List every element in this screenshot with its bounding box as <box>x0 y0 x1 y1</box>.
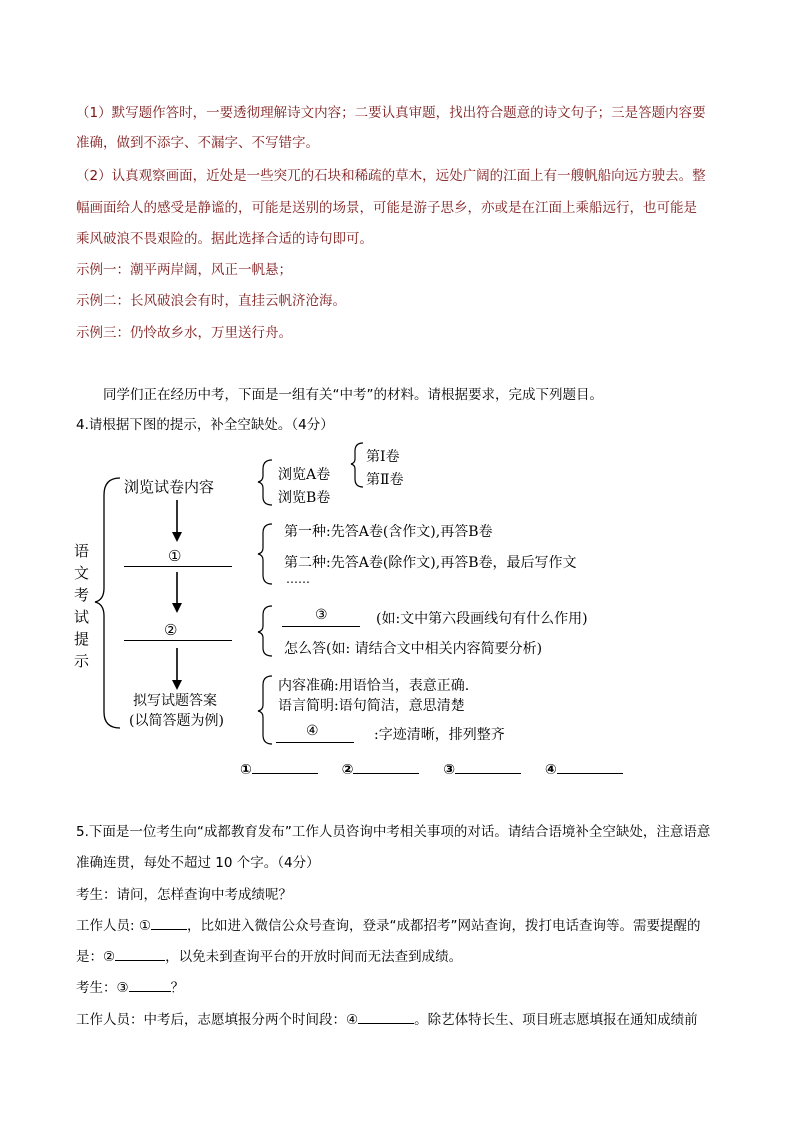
brace-volumes <box>351 443 363 487</box>
explanation-p1-line1: （1）默写题作答时，一要透彻理解诗文内容；二要认真审题，找出符合题意的诗文句子；三是答题内容要 <box>76 105 706 121</box>
q5-title-line1: 5.下面是一位考生向“成都教育发布”工作人员咨询中考相关事项的对话。请结合语境补全空缺处，注意语意 <box>76 824 711 840</box>
dialogue-4-end: ？ <box>170 980 185 996</box>
example-3: 示例三：仍怜故乡水，万里送行舟。 <box>76 325 292 341</box>
browse-a: 浏览A卷 <box>278 467 331 483</box>
example-2: 示例二：长风破浪会有时，直挂云帆济沧海。 <box>76 293 346 309</box>
answer-4-field[interactable] <box>557 759 623 774</box>
brace-question <box>258 606 272 656</box>
q4-answer-blanks <box>240 759 623 778</box>
dialogue-3-start: 是：② <box>76 949 116 965</box>
vertical-label-char: 示 <box>74 652 90 670</box>
requirement-1: 内容准确:用语恰当，表意正确. <box>278 678 470 694</box>
blank-3-marker: ③ <box>315 607 328 623</box>
blank-1-marker: ① <box>168 547 182 565</box>
step-browse: 浏览试卷内容 <box>124 478 215 496</box>
order-option-2: 第二种:先答A卷(除作文),再答B卷，最后写作文 <box>284 555 577 571</box>
main-brace <box>95 478 120 728</box>
dialogue-2 <box>76 914 700 934</box>
volume-2: 第Ⅱ卷 <box>366 472 404 488</box>
vertical-label-char: 语 <box>74 542 90 560</box>
brace-requirements <box>258 676 272 744</box>
vertical-label-char: 试 <box>74 608 90 626</box>
answer-4-label: ④ <box>544 762 557 778</box>
blank-3-line <box>282 626 360 627</box>
how-to-answer: 怎么答(如: 请结合文中相关内容简要分析) <box>284 641 543 657</box>
explanation-p1-line2: 准确，做到不添字、不漏字、不写错字。 <box>76 135 319 151</box>
dialogue-blank-4[interactable] <box>358 1011 414 1024</box>
step-write-answer: 拟写试题答案 <box>133 693 217 709</box>
answer-2-label: ② <box>341 762 354 778</box>
browse-b: 浏览B卷 <box>278 490 331 506</box>
volume-1: 第Ⅰ卷 <box>366 449 400 465</box>
dialogue-5 <box>76 1008 698 1028</box>
answer-3-field[interactable] <box>455 759 521 774</box>
order-ellipsis: …… <box>286 572 310 586</box>
dialogue-2-end: ，比如进入微信公众号查询，登录“成都招考”网站查询，拨打电话查询等。需要提醒的 <box>186 918 701 934</box>
blank-1-line <box>124 566 232 567</box>
blank-2-marker: ② <box>164 621 178 639</box>
intro-text: 同学们正在经历中考，下面是一组有关“中考”的材料。请根据要求，完成下列题目。 <box>103 387 603 403</box>
explanation-p2-line3: 乘风破浪不畏艰险的。据此选择合适的诗句即可。 <box>76 231 373 247</box>
blank-4-marker: ④ <box>306 723 319 739</box>
dialogue-3 <box>76 945 462 965</box>
vertical-label <box>74 540 89 672</box>
q4-title: 4.请根据下图的提示，补全空缺处。（4分） <box>76 417 334 433</box>
dialogue-5-start: 工作人员：中考后，志愿填报分两个时间段：④ <box>76 1012 359 1028</box>
dialogue-4 <box>76 976 184 996</box>
brace-order <box>258 524 272 584</box>
order-option-1: 第一种:先答A卷(含作文),再答B卷 <box>284 524 493 540</box>
dialogue-3-end: ，以免未到查询平台的开放时间而无法查到成绩。 <box>165 949 463 965</box>
example-1: 示例一：潮平两岸阔，风正一帆悬； <box>76 262 292 278</box>
blank-4-line <box>276 742 354 743</box>
answer-2-field[interactable] <box>353 759 419 774</box>
vertical-label-char: 提 <box>74 630 90 648</box>
explanation-p2-line1: （2）认真观察画面，近处是一些突兀的石块和稀疏的草木，远处广阔的江面上有一艘帆船向远方驶去。整 <box>76 168 706 184</box>
hint-3: (如:文中第六段画线句有什么作用) <box>376 611 588 627</box>
step-write-answer-note: (以简答题为例) <box>129 713 224 729</box>
q5-title-line2: 准确连贯，每处不超过 10 个字。（4分） <box>76 855 320 871</box>
answer-1-field[interactable] <box>252 759 318 774</box>
blank-2-line <box>124 640 232 641</box>
explanation-p2-line2: 幅画面给人的感受是静谧的，可能是送别的场景，可能是游子思乡，亦或是在江面上乘船远行，也可能是 <box>76 200 697 216</box>
brace-browse <box>258 460 272 505</box>
vertical-label-char: 文 <box>74 564 90 582</box>
dialogue-4-start: 考生：③ <box>76 980 129 996</box>
requirement-4: :字迹清晰，排列整齐 <box>374 727 505 743</box>
dialogue-blank-2[interactable] <box>115 948 165 961</box>
answer-3-label: ③ <box>443 762 456 778</box>
dialogue-5-end: 。除艺体特长生、项目班志愿填报在通知成绩前 <box>414 1012 698 1028</box>
dialogue-2-start: 工作人员: ① <box>76 918 151 934</box>
requirement-2: 语言简明:语句简洁，意思清楚 <box>278 698 465 714</box>
answer-1-label: ① <box>240 762 252 778</box>
dialogue-blank-1[interactable] <box>151 917 187 930</box>
dialogue-blank-3[interactable] <box>129 979 171 992</box>
vertical-label-char: 考 <box>74 586 90 604</box>
dialogue-1: 考生：请问，怎样查询中考成绩呢？ <box>76 887 292 903</box>
